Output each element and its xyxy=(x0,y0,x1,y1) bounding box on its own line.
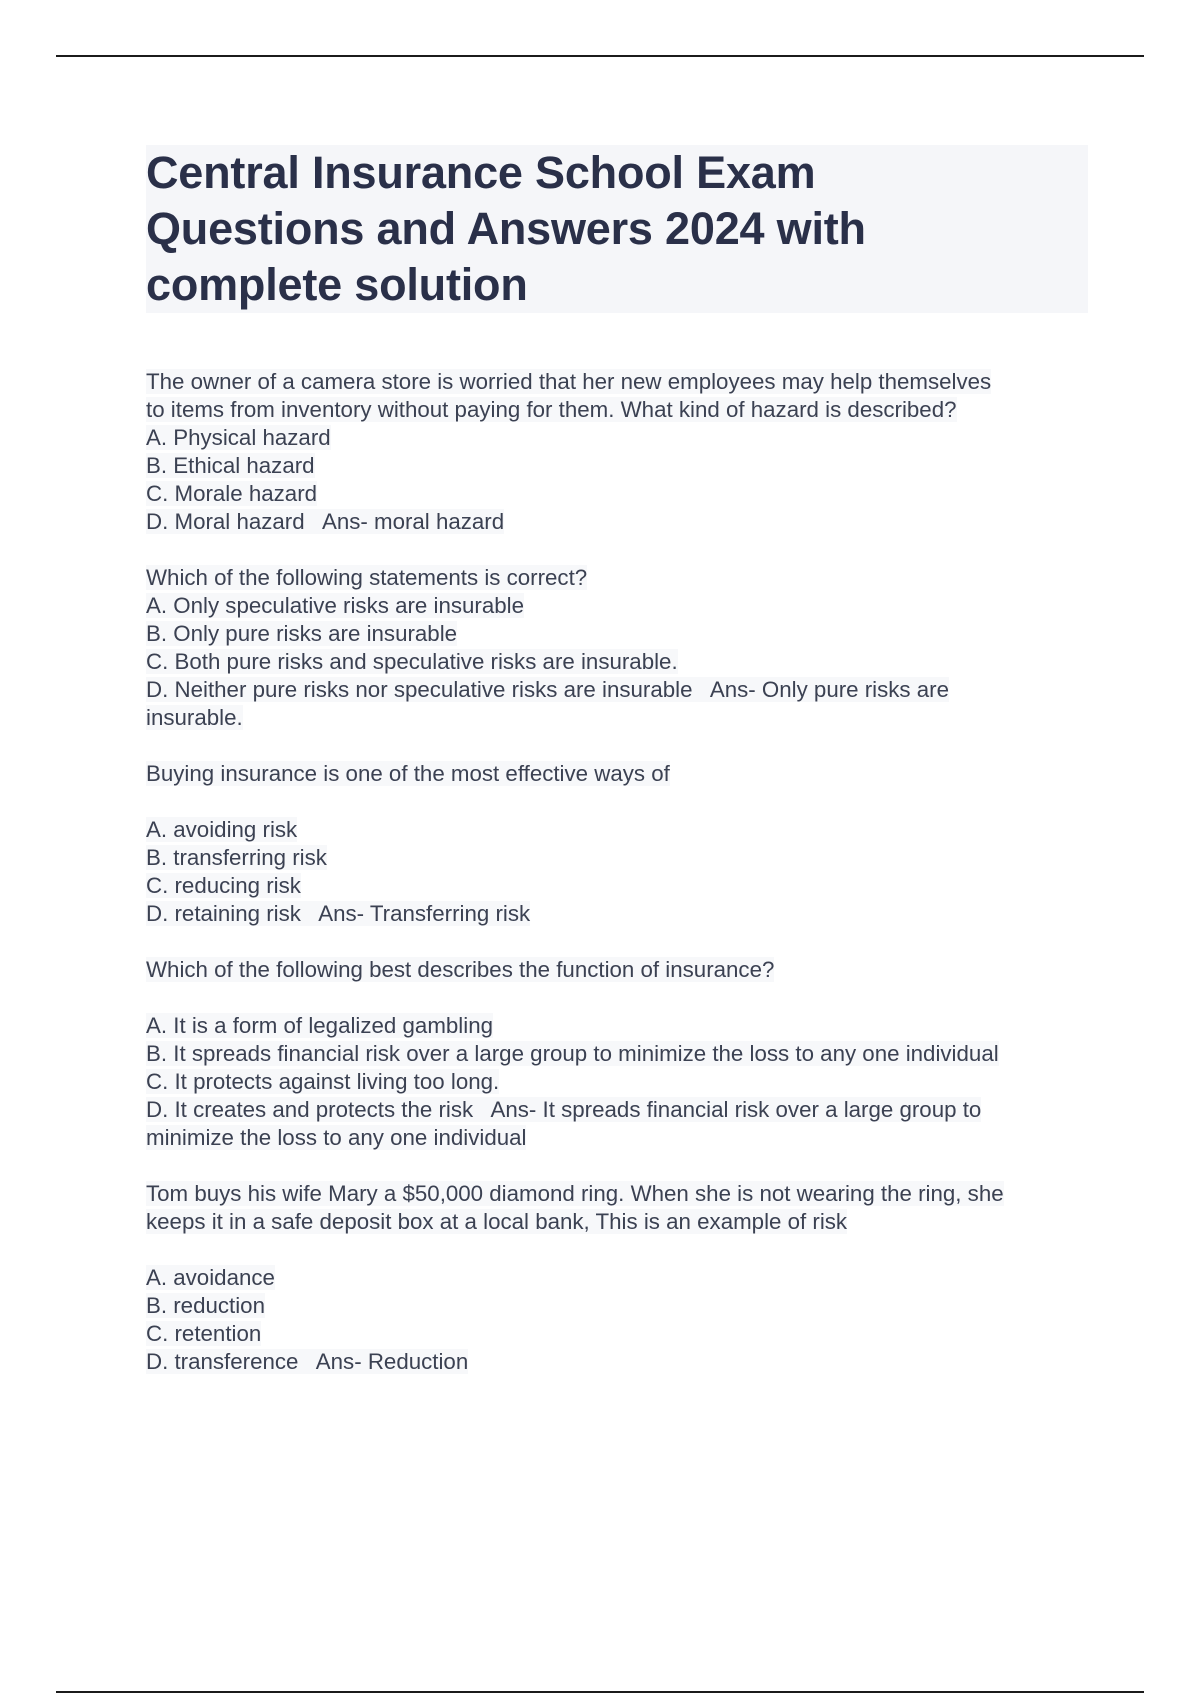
question-text: Buying insurance is one of the most effective ways of xyxy=(146,761,670,786)
question-text: The owner of a camera store is worried that her new employees may help themselves xyxy=(146,369,992,394)
answer-option: C. Morale hazard xyxy=(146,481,318,506)
title-line: Questions and Answers 2024 with xyxy=(146,203,866,254)
question-text: keeps it in a safe deposit box at a local bank, This is an example of risk xyxy=(146,1209,848,1234)
question-text: to items from inventory without paying for them. What kind of hazard is described? xyxy=(146,397,957,422)
answer-option-with-key: D. retaining risk Ans- Transferring risk xyxy=(146,901,531,926)
answer-option: A. Physical hazard xyxy=(146,425,331,450)
document-title xyxy=(146,145,1084,313)
answer-option-with-key: D. Moral hazard Ans- moral hazard xyxy=(146,509,505,534)
answer-option: B. transferring risk xyxy=(146,845,327,870)
answer-option: A. avoidance xyxy=(146,1265,275,1290)
answer-option: B. It spreads financial risk over a large group to minimize the loss to any one individual xyxy=(146,1041,999,1066)
title-line: complete solution xyxy=(146,259,528,310)
answer-option: C. retention xyxy=(146,1321,262,1346)
answer-option: B. Ethical hazard xyxy=(146,453,315,478)
answer-key-continued: insurable. xyxy=(146,705,243,730)
answer-option: C. Both pure risks and speculative risks are insurable. xyxy=(146,649,678,674)
title-line: Central Insurance School Exam xyxy=(146,147,816,198)
question-list xyxy=(146,368,1096,1376)
footer-rule xyxy=(56,1691,1144,1693)
answer-option-with-key: D. transference Ans- Reduction xyxy=(146,1349,469,1374)
header-rule xyxy=(56,55,1144,57)
answer-option: C. It protects against living too long. xyxy=(146,1069,500,1094)
answer-option: C. reducing risk xyxy=(146,873,301,898)
answer-option: B. reduction xyxy=(146,1293,265,1318)
answer-option: A. It is a form of legalized gambling xyxy=(146,1013,494,1038)
question-2 xyxy=(146,564,1096,732)
answer-option-with-key: D. It creates and protects the risk Ans- It spreads financial risk over a large group to xyxy=(146,1097,982,1122)
question-5 xyxy=(146,1180,1096,1376)
question-3 xyxy=(146,760,1096,928)
title-block xyxy=(146,145,1088,313)
answer-option: A. avoiding risk xyxy=(146,817,298,842)
answer-key-continued: minimize the loss to any one individual xyxy=(146,1125,527,1150)
question-1 xyxy=(146,368,1096,536)
question-text: Which of the following statements is correct? xyxy=(146,565,588,590)
answer-option-with-key: D. Neither pure risks nor speculative risks are insurable Ans- Only pure risks are xyxy=(146,677,949,702)
answer-option: B. Only pure risks are insurable xyxy=(146,621,458,646)
answer-option: A. Only speculative risks are insurable xyxy=(146,593,524,618)
question-4 xyxy=(146,956,1096,1152)
question-text: Which of the following best describes the function of insurance? xyxy=(146,957,775,982)
question-text: Tom buys his wife Mary a $50,000 diamond ring. When she is not wearing the ring, she xyxy=(146,1181,1004,1206)
